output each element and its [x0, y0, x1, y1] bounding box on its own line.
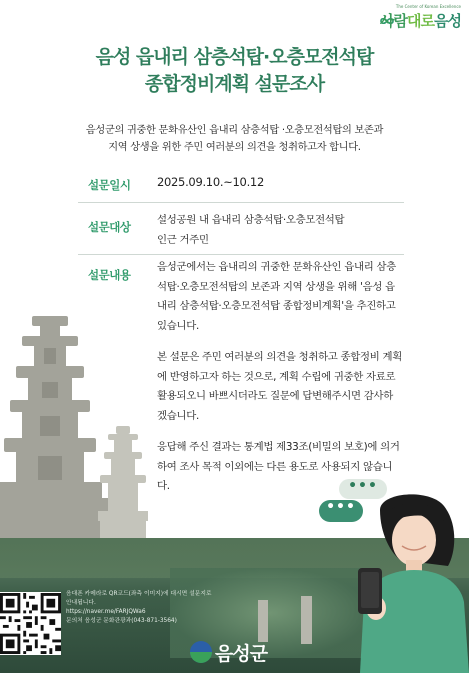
three-story-pagoda-illustration: [98, 426, 148, 548]
logo-brand-text: [380, 10, 461, 31]
photo-pagoda: [301, 596, 312, 644]
survey-date-value: 2025.09.10.~10.12: [157, 175, 264, 189]
survey-content-label: 설문내용: [88, 268, 131, 282]
contact-info: 문의처 음성군 문화관광과(043-871-3564): [66, 618, 177, 624]
title-line-1: 음성 읍내리 삼층석탑·오층모전석탑: [95, 46, 374, 68]
survey-target-line-1: 설성공원 내 읍내리 삼층석탑·오층모전석탑: [157, 214, 345, 226]
survey-content-paragraph-3: 응답해 주신 결과는 통계법 제33조(비밀의 보호)에 의거하여 조사 목적 이외에는 다른 용도로 사용되지 않습니다.: [157, 441, 400, 492]
logo-tagline: The Center of Korean Excellence: [395, 4, 461, 9]
brand-part-1: 사람: [380, 12, 408, 30]
bubble-dots: •••: [326, 499, 356, 515]
county-emblem-icon: [190, 641, 212, 663]
survey-content-paragraph-2: 본 설문은 주민 여러분의 의견을 청취하고 종합정비 계획에 반영하고자 하는 것으로, 계획 수립에 귀중한 자료로 활용되오니 바쁘시더라도 질문에 답변해주시면 감사하겠습니다.: [157, 351, 402, 422]
brand-part-3: 음성: [434, 12, 461, 30]
county-logo: [190, 639, 286, 665]
intro-line-1: 음성군의 귀중한 문화유산인 읍내리 삼층석탑 ·오층모전석탑의 보존과: [85, 125, 384, 136]
bubble-dots: •••: [348, 478, 378, 494]
person-with-phone-illustration: [340, 490, 469, 673]
photo-pagoda: [258, 600, 268, 642]
divider: [78, 254, 404, 255]
info-line-1: 음대폰 카메라로 QR코드(좌측 이미지)에 대시면 설문지로: [66, 591, 212, 597]
survey-link[interactable]: https://naver.me/FARJQWa6: [66, 609, 146, 615]
brand-part-2: 대로: [407, 12, 435, 30]
intro-text: [0, 122, 469, 156]
divider: [78, 202, 404, 203]
survey-date-label: 설문일시: [88, 178, 131, 192]
title-line-2: 종합정비계획 설문조사: [144, 73, 325, 95]
survey-target-value: [157, 211, 344, 250]
footer-info: [66, 590, 246, 626]
survey-content-paragraph-1: 음성군에서는 읍내리의 귀중한 문화유산인 읍내리 삼층석탑·오층모전석탑의 보존과 지역 상생을 위해 '음성 읍내리 삼층석탑·오층모전석탑 종합정비계획'을 추진하고 있습니다.: [157, 261, 396, 332]
qr-code-icon[interactable]: [0, 592, 61, 655]
intro-line-2: 지역 상생을 위한 주민 여러분의 의견을 청취하고자 합니다.: [108, 142, 361, 153]
info-line-2: 안내됩니다.: [66, 600, 96, 606]
survey-target-line-2: 인근 거주민: [157, 233, 209, 246]
survey-target-label: 설문대상: [88, 220, 131, 234]
county-name: 음성군: [215, 643, 268, 665]
page-title: [0, 44, 469, 98]
brand-logo: [377, 4, 461, 34]
